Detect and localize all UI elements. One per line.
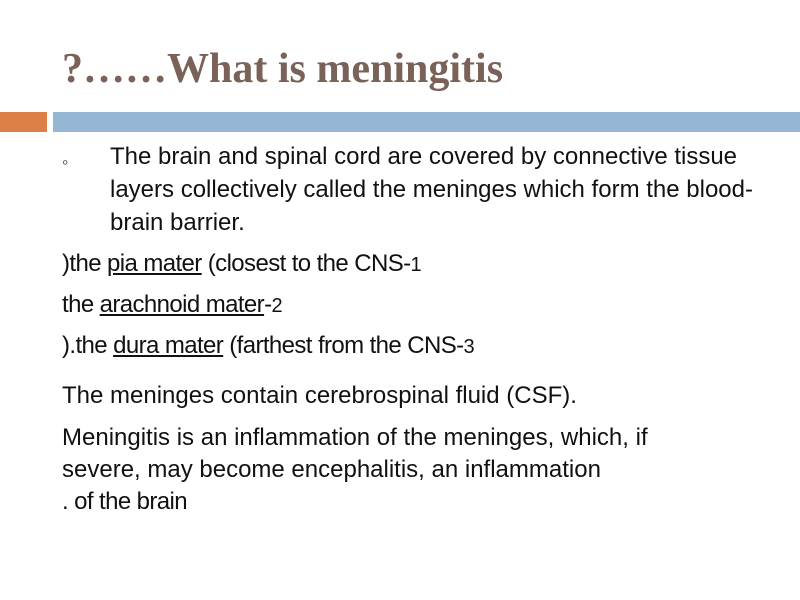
layer-prefix: ). — [62, 332, 76, 359]
layer-lead: the — [75, 332, 114, 359]
layer-description: - — [264, 291, 272, 318]
slide-title: ?……What is meningitis — [62, 46, 504, 92]
definition-line-1: Meningitis is an inflammation of the meninges, which, if — [62, 424, 648, 451]
layer-item-dura — [62, 330, 474, 363]
csf-sentence: The meninges contain cerebrospinal fluid (CSF). — [62, 382, 577, 409]
definition-line-3: . of the brain — [62, 488, 188, 515]
title-accent-bar — [0, 112, 47, 132]
layer-term: dura mater — [113, 332, 224, 359]
layer-item-arachnoid — [62, 289, 282, 322]
layer-description: (closest to the CNS- — [201, 250, 411, 277]
layer-term: pia mater — [107, 250, 202, 277]
intro-paragraph: The brain and spinal cord are covered by connective tissue layers collectively called the meninges which form the blood-brain barrier. — [110, 143, 753, 236]
layer-item-pia — [62, 248, 421, 281]
layer-lead: the — [62, 291, 100, 318]
layer-number: 3 — [463, 336, 475, 358]
layer-number: 1 — [410, 254, 422, 276]
layer-prefix: ) — [62, 250, 70, 277]
title-divider-bar — [53, 112, 800, 132]
layer-lead: the — [69, 250, 108, 277]
layer-description: (farthest from the CNS- — [223, 332, 464, 359]
layer-term: arachnoid mater — [99, 291, 265, 318]
definition-line-2: severe, may become encephalitis, an inflammation — [62, 456, 601, 483]
bullet-icon: ◦ — [62, 152, 69, 172]
layer-number: 2 — [271, 295, 283, 317]
